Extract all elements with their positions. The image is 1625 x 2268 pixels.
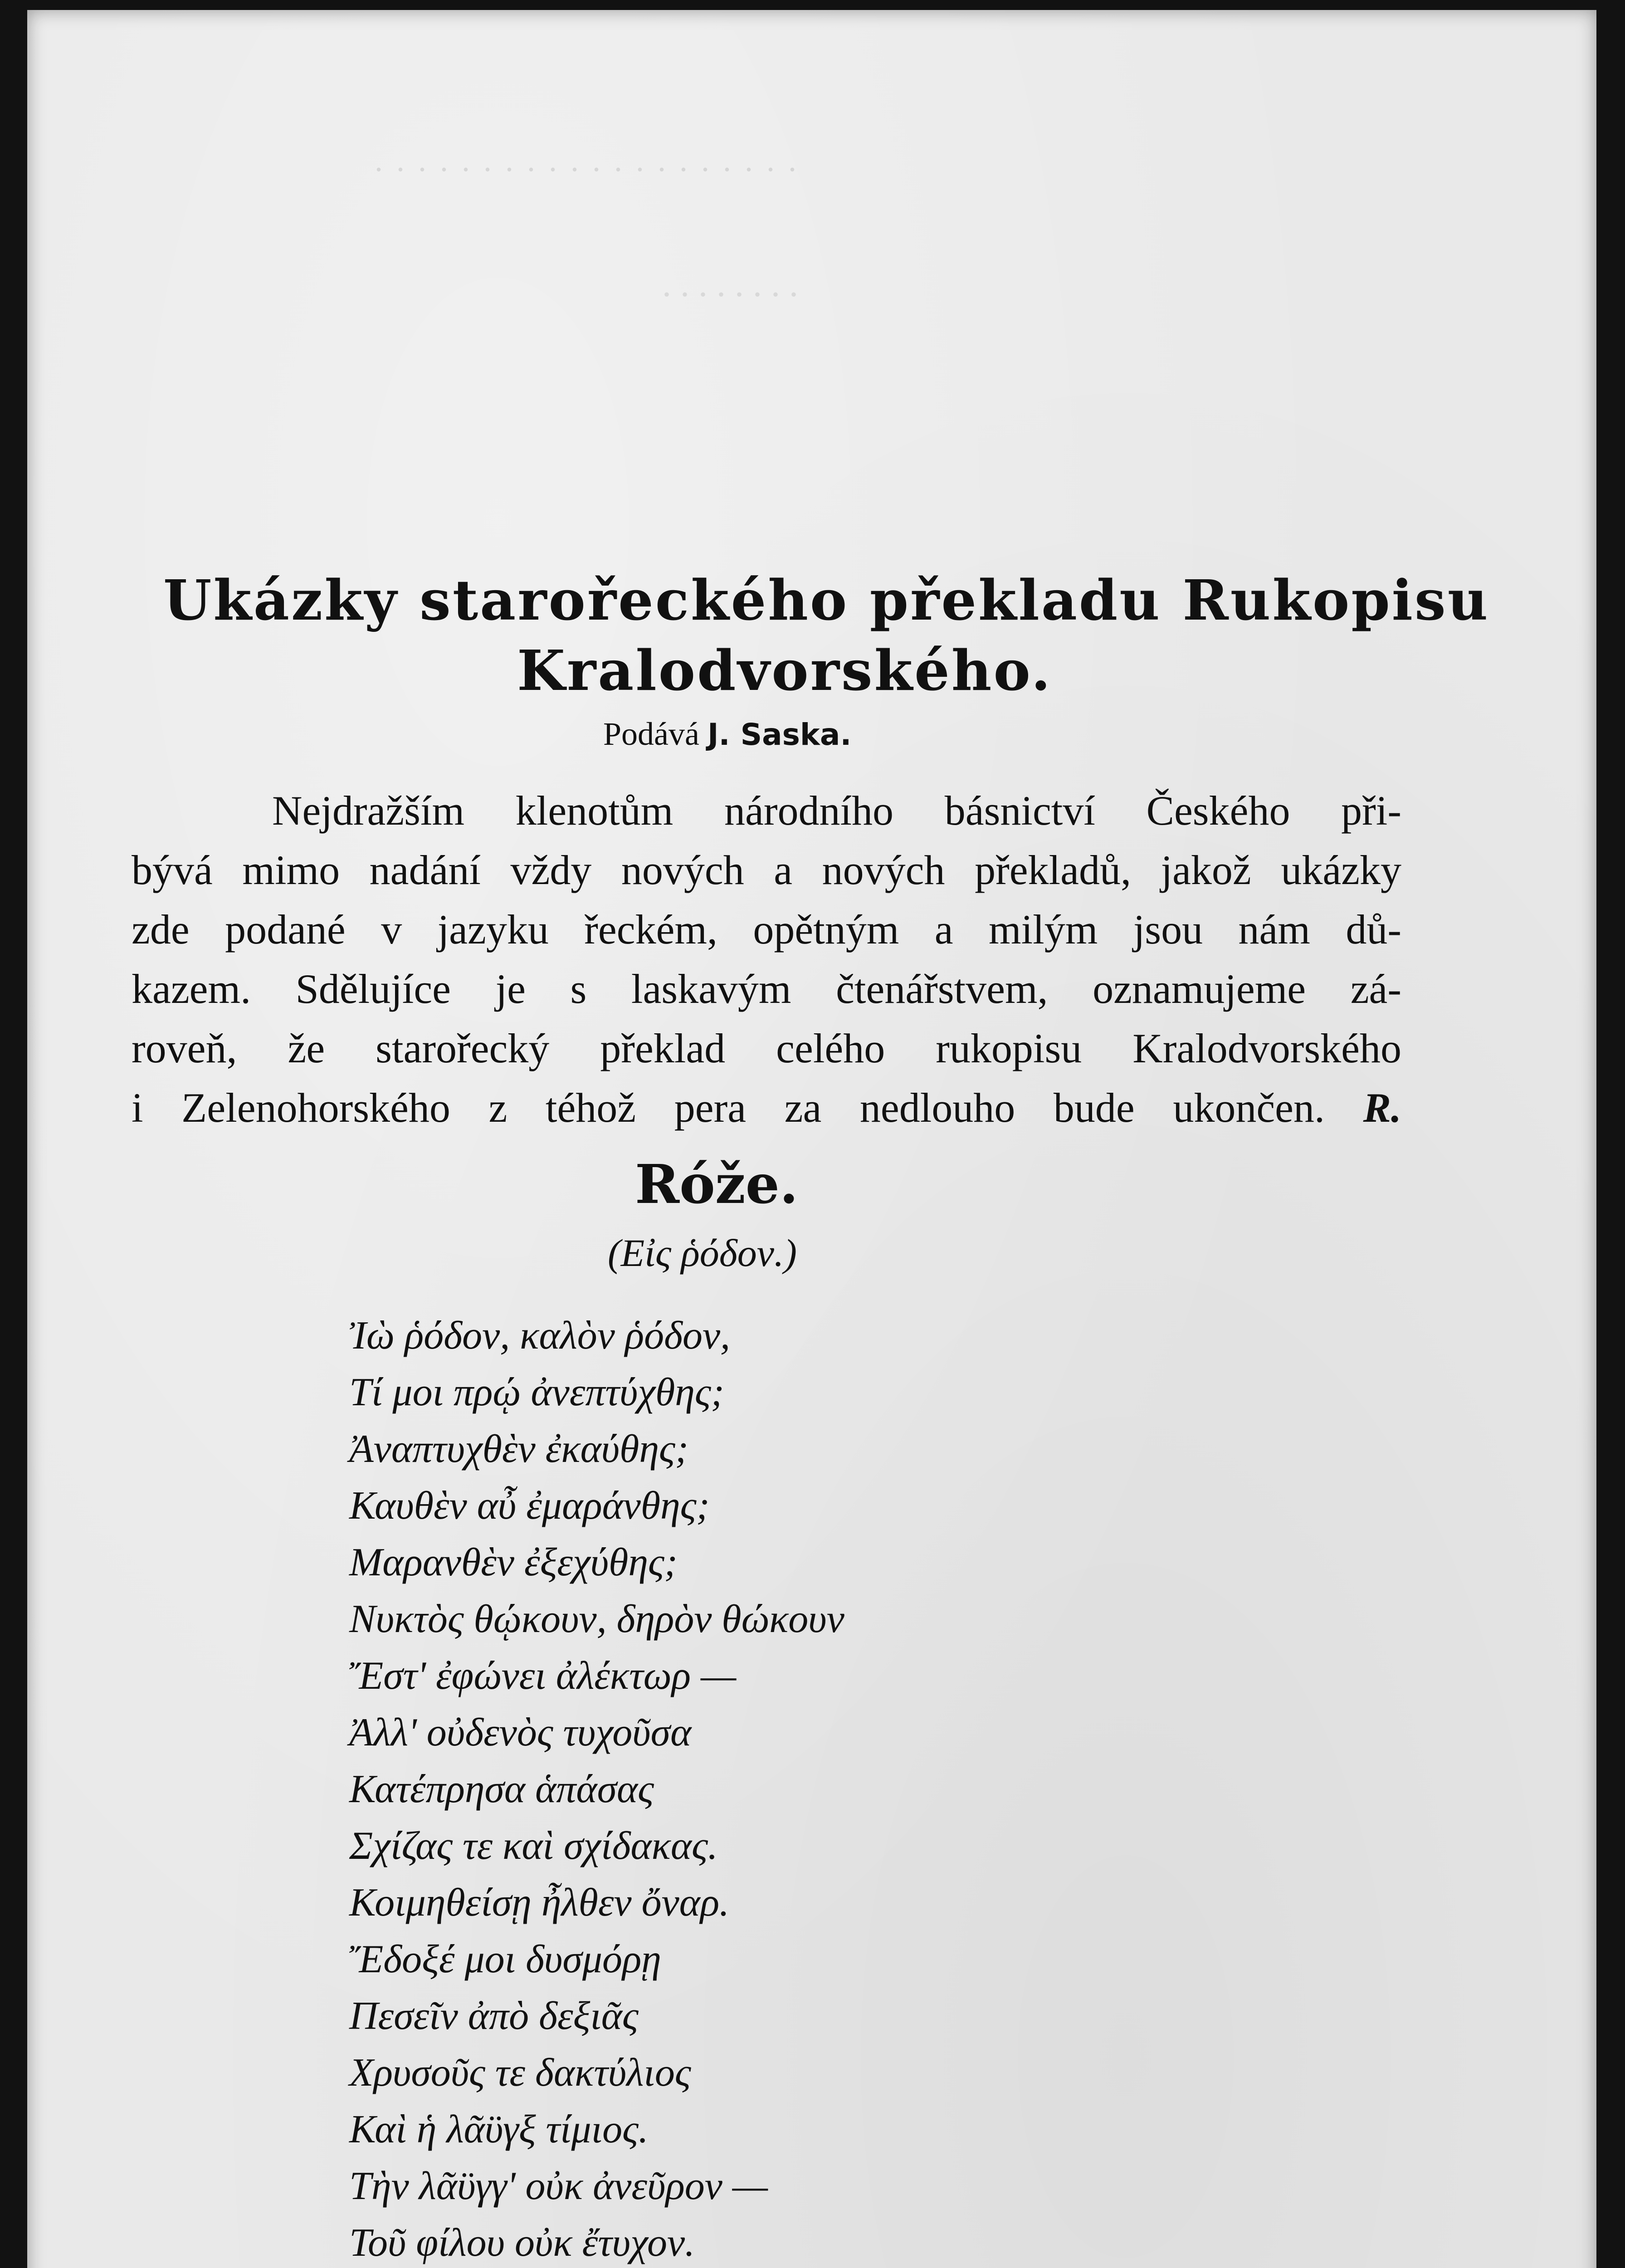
poem-subtitle: (Εἰς ῥόδον.) [608, 1231, 797, 1275]
intro-line: Nejdražším klenotům národního básnictví Českého při- [272, 787, 1401, 834]
intro-line: zde podané v jazyku řeckém, opětným a milým jsou nám dů- [132, 906, 1401, 953]
poem-line: Πεσεῖν ἀπὸ δεξιᾶς [349, 1994, 639, 2038]
poem-title: Róže. [635, 1153, 798, 1216]
poem-line: Σχίζας τε καὶ σχίδακας. [349, 1824, 718, 1868]
article-title-line-2: Kralodvorského. [517, 638, 1053, 703]
signature-initial: R. [1363, 1085, 1401, 1131]
poem-line: Καυθὲν αὖ ἐμαράνθης; [349, 1484, 710, 1528]
bleed-through-text: . . . . . . . . [662, 264, 798, 304]
byline-author: J. Saska. [707, 717, 852, 752]
poem-line: Τοῦ φίλου οὐκ ἔτυχον. [349, 2221, 695, 2265]
intro-line: kazem. Sdělujíce je s laskavým čtenářstvem, oznamujeme zá- [132, 966, 1401, 1012]
poem-line: Καὶ ἡ λᾶϋγξ τίμιος. [349, 2107, 649, 2151]
intro-line: bývá mimo nadání vždy nových a nových překladů, jakož ukázky [132, 847, 1401, 893]
poem-line: Ἔστ' ἐφώνει ἀλέκτωρ — [349, 1654, 737, 1698]
book-page [27, 10, 1596, 2268]
poem-line: Χρυσοῦς τε δακτύλιος [349, 2051, 691, 2095]
poem-line: Ἀλλ' οὐδενὸς τυχοῦσα [349, 1711, 692, 1755]
poem-verses [349, 1307, 844, 2268]
intro-line-last [132, 1078, 1401, 1138]
poem-line: Μαρανθὲν ἐξεχύθης; [349, 1540, 678, 1584]
intro-paragraph [132, 781, 1401, 1138]
poem-line: Τὴν λᾶϋγγ' οὐκ ἀνεῦρον — [349, 2164, 768, 2208]
byline-prefix: Podává [603, 716, 699, 752]
article-title-line-1: Ukázky starořeckého překladu Rukopisu [163, 567, 1490, 633]
bleed-through-text: . . . . . . . . . . . . . . . . . . . . [372, 142, 796, 178]
intro-line: roveň, že starořecký překlad celého rukopisu Kralodvorského [132, 1025, 1401, 1071]
poem-line: Νυκτὸς θῴκουν, δηρὸν θώκουν [349, 1597, 844, 1641]
poem-line: Κατέπρησα ἁπάσας [349, 1767, 654, 1811]
poem-line: Ἔδοξέ μοι δυσμόρῃ [349, 1937, 661, 1981]
poem-line: Κοιμηθείσῃ ἦλθεν ὄναρ. [349, 1881, 730, 1925]
poem-line: Ἰὼ ῥόδον, καλὸν ῥόδον, [349, 1314, 731, 1358]
poem-line: Ἀναπτυχθὲν ἐκαύθης; [349, 1427, 689, 1471]
poem-line: Τί μοι πρῴ ἀνεπτύχθης; [349, 1370, 724, 1414]
intro-line: i Zelenohorského z téhož pera za nedlouho bude ukončen. [132, 1085, 1325, 1131]
byline [603, 715, 851, 753]
